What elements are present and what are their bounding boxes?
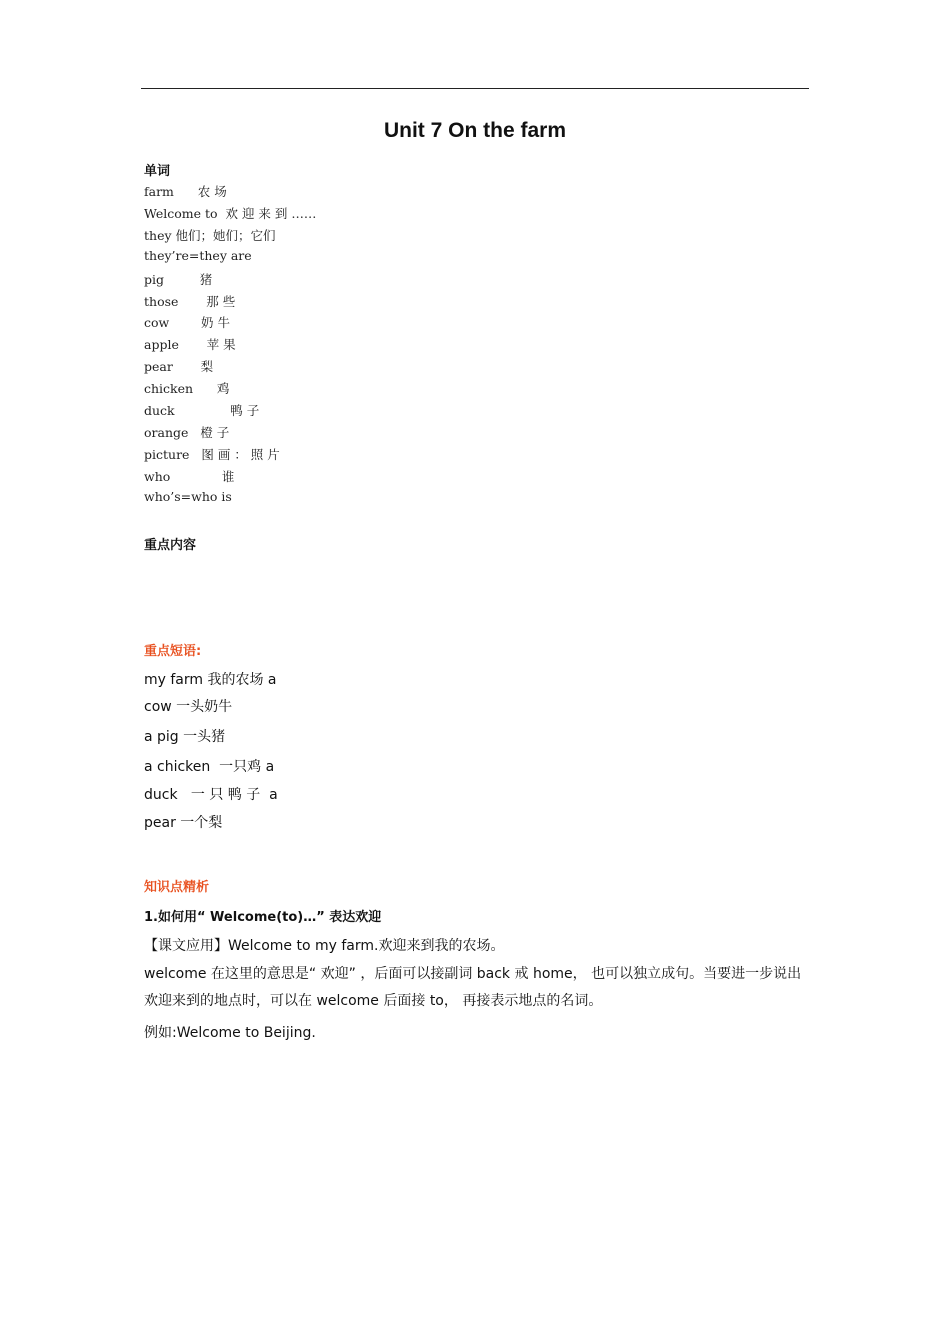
- phrases-heading: 重点短语:: [144, 644, 202, 659]
- vocab-item: Welcome to 欢 迎 来 到 ……: [144, 206, 317, 221]
- point1-title: 1.如何用“ Welcome(to)…” 表达欢迎: [144, 910, 382, 925]
- vocab-item: duck 鸭 子: [144, 403, 260, 418]
- analysis-heading: 知识点精析: [144, 880, 210, 895]
- page-title: Unit 7 On the farm: [383, 119, 567, 142]
- phrase-line: a chicken 一只鸡 a: [144, 759, 275, 775]
- header-rule: [141, 88, 809, 89]
- vocab-item: those 那 些: [144, 294, 236, 309]
- vocab-item: cow 奶 牛: [144, 315, 230, 330]
- vocab-item: pear 梨: [144, 359, 214, 374]
- phrase-line: pear 一个梨: [144, 815, 223, 831]
- point1-sample: 例如:Welcome to Beijing.: [144, 1025, 316, 1041]
- vocab-item: chicken 鸡: [144, 381, 230, 396]
- vocab-item: they 他们；她们；它们: [144, 228, 276, 243]
- key-content-heading: 重点内容: [144, 538, 197, 553]
- vocab-item: farm 农 场: [144, 184, 227, 199]
- vocab-item: apple 苹 果: [144, 337, 236, 352]
- phrase-line: duck 一 只 鸭 子 a: [144, 787, 278, 803]
- vocab-item: who 谁: [144, 469, 235, 484]
- vocab-heading: 单词: [144, 164, 171, 179]
- vocab-item: picture 图 画 ： 照 片: [144, 447, 280, 462]
- vocab-item: orange 橙 子: [144, 425, 230, 440]
- phrase-line: a pig 一头猪: [144, 729, 226, 745]
- vocab-item: pig 猪: [144, 272, 213, 287]
- phrase-line: cow 一头奶牛: [144, 699, 233, 715]
- phrase-line: my farm 我的农场 a: [144, 672, 277, 688]
- vocab-item: who’s=who is: [144, 489, 232, 504]
- vocab-item: they’re=they are: [144, 248, 252, 263]
- point1-example: 【课文应用】Welcome to my farm.欢迎来到我的农场。: [144, 938, 505, 954]
- point1-explanation: welcome 在这里的意思是“ 欢迎” ，后面可以接副词 back 戒 home， 也可以独立成句。当要进一步说出欢迎来到的地点时，可以在 welcome 后面接 to， 再接表示地点的名词。: [144, 966, 802, 1009]
